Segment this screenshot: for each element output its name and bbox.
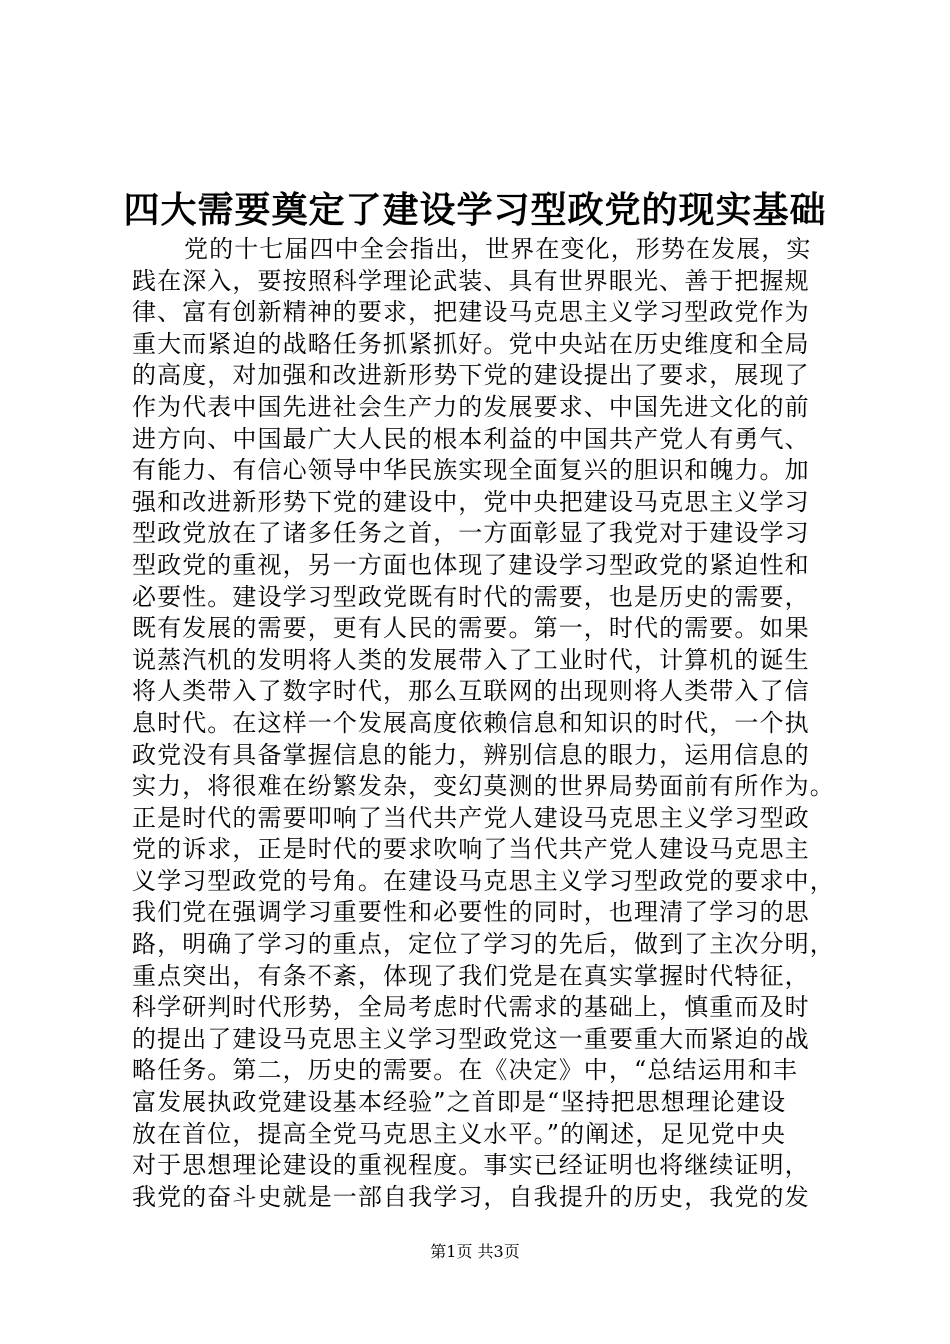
- paragraph-line: 路，明确了学习的重点，定位了学习的先后，做到了主次分明，: [132, 930, 835, 959]
- paragraph-line: 正是时代的需要叩响了当代共产党人建设马克思主义学习型政: [132, 803, 810, 832]
- paragraph-line: 作为代表中国先进社会生产力的发展要求、中国先进文化的前: [132, 392, 810, 421]
- paragraph-line: 必要性。建设学习型政党既有时代的需要，也是历史的需要，: [132, 582, 810, 611]
- paragraph-line: 型政党放在了诸多任务之首，一方面彰显了我党对于建设学习: [132, 519, 810, 548]
- paragraph-line: 的高度，对加强和改进新形势下党的建设提出了要求，展现了: [132, 361, 810, 390]
- paragraph-line: 我党的奋斗史就是一部自我学习，自我提升的历史，我党的发: [132, 1182, 810, 1211]
- paragraph-line: 略任务。第二，历史的需要。在《决定》中，“总结运用和丰: [132, 1056, 798, 1085]
- paragraph-line: 律、富有创新精神的要求，把建设马克思主义学习型政党作为: [132, 298, 810, 327]
- paragraph-line: 义学习型政党的号角。在建设马克思主义学习型政党的要求中，: [132, 866, 835, 895]
- paragraph-line: 重点突出，有条不紊，体现了我们党是在真实掌握时代特征，: [132, 961, 810, 990]
- page-number-footer: 第1页 共3页: [430, 1242, 520, 1261]
- paragraph-line: 对于思想理论建设的重视程度。事实已经证明也将继续证明，: [132, 1151, 810, 1180]
- paragraph-line: 党的诉求，正是时代的要求吹响了当代共产党人建设马克思主: [132, 835, 810, 864]
- paragraph-line: 我们党在强调学习重要性和必要性的同时，也理清了学习的思: [132, 898, 810, 927]
- paragraph-line: 放在首位，提高全党马克思主义水平。”的阐述，足见党中央: [132, 1119, 786, 1148]
- paragraph-line: 党的十七届四中全会指出，世界在变化，形势在发展，实: [184, 235, 812, 263]
- paragraph-line: 的提出了建设马克思主义学习型政党这一重要重大而紧迫的战: [132, 1024, 810, 1053]
- document-title: 四大需要奠定了建设学习型政党的现实基础: [123, 189, 827, 231]
- document-body: [132, 234, 835, 1213]
- paragraph-line: 践在深入，要按照科学理论武装、具有世界眼光、善于把握规: [132, 266, 810, 295]
- paragraph-line: 进方向、中国最广大人民的根本利益的中国共产党人有勇气、: [132, 424, 810, 453]
- paragraph-line: 有能力、有信心领导中华民族实现全面复兴的胆识和魄力。加: [132, 456, 810, 485]
- paragraph-line: 型政党的重视，另一方面也体现了建设学习型政党的紧迫性和: [132, 550, 810, 579]
- paragraph-line: 科学研判时代形势，全局考虑时代需求的基础上，慎重而及时: [132, 993, 810, 1022]
- paragraph-line: 说蒸汽机的发明将人类的发展带入了工业时代，计算机的诞生: [132, 645, 810, 674]
- paragraph-line: 实力，将很难在纷繁发杂，变幻莫测的世界局势面前有所作为。: [132, 772, 835, 801]
- paragraph-line: 重大而紧迫的战略任务抓紧抓好。党中央站在历史维度和全局: [132, 329, 810, 358]
- paragraph-line: 富发展执政党建设基本经验”之首即是“坚持把思想理论建设: [132, 1088, 787, 1117]
- paragraph-line: 政党没有具备掌握信息的能力，辨别信息的眼力，运用信息的: [132, 740, 810, 769]
- paragraph-line: 强和改进新形势下党的建设中，党中央把建设马克思主义学习: [132, 487, 810, 516]
- paragraph-line: 息时代。在这样一个发展高度依赖信息和知识的时代，一个执: [132, 708, 810, 737]
- paragraph-line: 既有发展的需要，更有人民的需要。第一，时代的需要。如果: [132, 614, 810, 643]
- paragraph-line: 将人类带入了数字时代，那么互联网的出现则将人类带入了信: [132, 677, 810, 706]
